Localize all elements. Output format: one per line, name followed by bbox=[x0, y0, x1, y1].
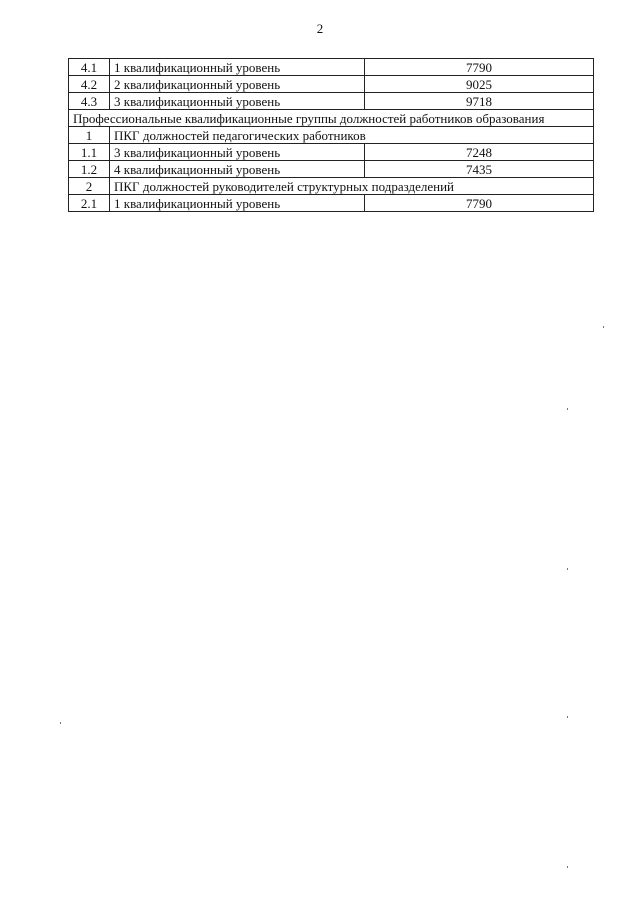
row-number: 4.2 bbox=[69, 76, 110, 93]
page-number: 2 bbox=[316, 21, 324, 36]
salary-value: 7248 bbox=[365, 144, 594, 161]
qualification-level: 3 квалификационный уровень bbox=[110, 144, 365, 161]
salary-value: 7790 bbox=[365, 195, 594, 212]
row-number: 2 bbox=[69, 178, 110, 195]
qualification-level: 3 квалификационный уровень bbox=[110, 93, 365, 110]
table-row bbox=[69, 161, 594, 178]
salary-value: 9718 bbox=[365, 93, 594, 110]
row-number: 1 bbox=[69, 127, 110, 144]
subgroup-title: ПКГ должностей руководителей структурных подразделений bbox=[110, 178, 594, 195]
table-row bbox=[69, 195, 594, 212]
salary-value: 7790 bbox=[365, 59, 594, 76]
row-number: 4.1 bbox=[69, 59, 110, 76]
row-number: 1.1 bbox=[69, 144, 110, 161]
scan-speck bbox=[60, 722, 61, 724]
scan-speck bbox=[567, 866, 568, 868]
row-number: 1.2 bbox=[69, 161, 110, 178]
table-row bbox=[69, 93, 594, 110]
qualification-level: 1 квалификационный уровень bbox=[110, 195, 365, 212]
table-row bbox=[69, 59, 594, 76]
scan-speck bbox=[603, 326, 604, 328]
salary-value: 9025 bbox=[365, 76, 594, 93]
group-header: Профессиональные квалификационные группы должностей работников образования bbox=[69, 110, 594, 127]
salary-table bbox=[68, 58, 594, 212]
scan-speck bbox=[567, 716, 568, 718]
subgroup-row bbox=[69, 127, 594, 144]
group-header-row bbox=[69, 110, 594, 127]
table-row bbox=[69, 144, 594, 161]
table-row bbox=[69, 76, 594, 93]
row-number: 2.1 bbox=[69, 195, 110, 212]
row-number: 4.3 bbox=[69, 93, 110, 110]
qualification-level: 2 квалификационный уровень bbox=[110, 76, 365, 93]
subgroup-title: ПКГ должностей педагогических работников bbox=[110, 127, 594, 144]
scan-speck bbox=[567, 568, 568, 570]
qualification-level: 4 квалификационный уровень bbox=[110, 161, 365, 178]
subgroup-row bbox=[69, 178, 594, 195]
scan-speck bbox=[567, 408, 568, 410]
qualification-level: 1 квалификационный уровень bbox=[110, 59, 365, 76]
salary-value: 7435 bbox=[365, 161, 594, 178]
